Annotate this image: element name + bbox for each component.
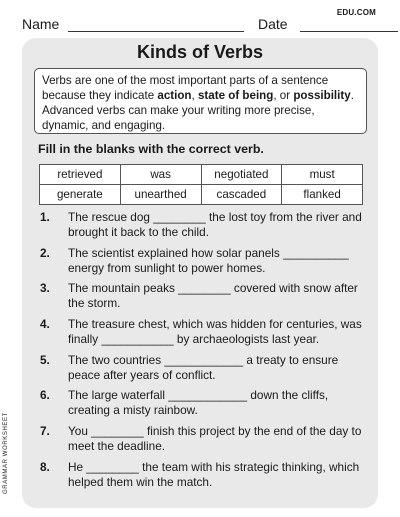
word-bank-cell: unearthed — [120, 185, 201, 205]
question-text: He ________ the team with his strategic thinking, which helped them win the match. — [68, 460, 360, 489]
intro-text: , — [191, 89, 198, 102]
date-line — [300, 31, 398, 32]
intro-bold-action: action — [157, 89, 192, 102]
side-label: GRAMMAR WORKSHEET — [3, 412, 9, 494]
question-number: 1. — [40, 210, 50, 224]
question-text: The rescue dog ________ the lost toy from the river and brought it back to the child. — [68, 210, 362, 239]
question-text: The large waterfall ____________ down the cliffs, creating a misty rainbow. — [68, 388, 329, 417]
page-title: Kinds of Verbs — [136, 42, 264, 62]
question-number: 4. — [40, 317, 50, 331]
brand-logo: EDU.COM — [336, 8, 376, 17]
word-bank-cell: retrieved — [40, 165, 121, 185]
name-label: Name — [22, 16, 60, 32]
word-bank-cell: flanked — [282, 185, 363, 205]
intro-text: Verbs are one of the most important parts of a sentence because they indicate — [42, 74, 329, 102]
date-label: Date — [258, 16, 288, 32]
intro-text: . Advanced verbs can make your writing more precise, dynamic, and engaging. — [42, 89, 354, 132]
worksheet-panel — [22, 38, 378, 508]
question-text: The mountain peaks ________ covered with snow after the storm. — [68, 281, 358, 310]
word-bank-cell: must — [282, 165, 363, 185]
question-number: 3. — [40, 281, 50, 295]
intro-box — [34, 68, 367, 134]
question-text: The scientist explained how solar panels __________ energy from sunlight to power homes. — [68, 246, 349, 275]
word-bank-cell: was — [120, 165, 201, 185]
question-number: 5. — [40, 353, 50, 367]
question-number: 2. — [40, 246, 50, 260]
word-bank-cell: cascaded — [201, 185, 282, 205]
question-number: 7. — [40, 424, 50, 438]
header-row — [22, 8, 378, 34]
question-text: The treasure chest, which was hidden for centuries, was finally ___________ by archaeologists last year. — [68, 317, 362, 346]
intro-bold-possibility: possibility — [293, 89, 351, 102]
question-number: 6. — [40, 388, 50, 402]
intro-bold-state: state of being — [197, 89, 274, 102]
question-number: 8. — [40, 460, 50, 474]
name-line — [68, 31, 244, 32]
question-text: The two countries ____________ a treaty to ensure peace after years of conflict. — [68, 353, 339, 382]
word-bank — [39, 164, 363, 205]
word-bank-cell: negotiated — [201, 165, 282, 185]
word-bank-row — [40, 165, 363, 185]
word-bank-cell: generate — [40, 185, 121, 205]
question-text: You ________ finish this project by the end of the day to meet the deadline. — [68, 424, 362, 453]
intro-text: , or — [273, 89, 294, 102]
word-bank-row — [40, 185, 363, 205]
instruction: Fill in the blanks with the correct verb. — [38, 142, 264, 156]
